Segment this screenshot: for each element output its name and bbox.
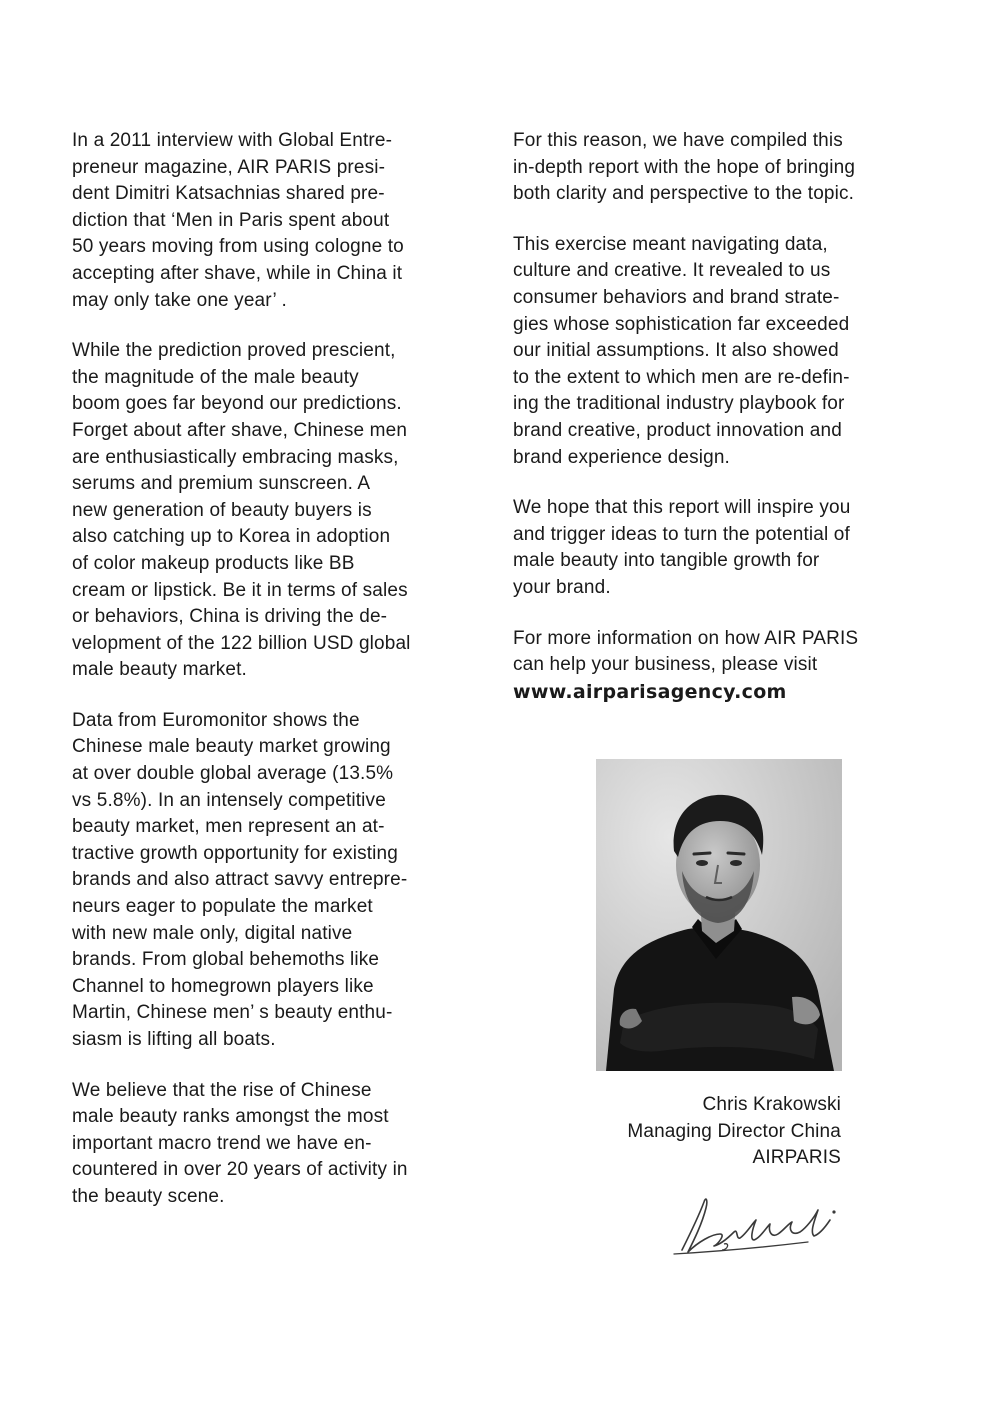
contact-text: For more information on how AIR PARIS can help your business, please visit	[513, 627, 859, 676]
intro-paragraph: In a 2011 interview with Global Entre- preneur magazine, AIR PARIS presi- dent Dimitri Katsachnias shared pre- diction that ‘Men in Paris spent about 50 years moving from using cologne to accepting after shave, while in China it may only take one year’ .	[72, 130, 404, 311]
portrait-photo	[596, 759, 842, 1071]
signoff-company: AIRPARIS	[752, 1147, 841, 1169]
handwritten-signature	[668, 1184, 846, 1260]
signoff-name: Chris Krakowski	[702, 1094, 841, 1115]
website-link[interactable]: www.airparisagency.com	[513, 680, 787, 703]
signoff-block	[560, 1092, 841, 1172]
belief-paragraph: We believe that the rise of Chinese male beauty ranks amongst the most important macro trend we have en- countered in over 20 years of activity in the beauty scene.	[72, 1079, 408, 1207]
left-column	[72, 128, 472, 1235]
right-column	[513, 128, 923, 705]
report-reason-paragraph: For this reason, we have compiled this in-depth report with the hope of bringing both clarity and perspective to the topic.	[513, 130, 856, 205]
market-data-paragraph: Data from Euromonitor shows the Chinese male beauty market growing at over double global average (13.5% vs 5.8%). In an intensely competitive beauty market, men represent an at- tractive growth opportunity for existing brands and also attract savvy entrepre- neurs eager to populate the market with new male only, digital native brands. From global behemoths like Channel to homegrown players like Martin, Chinese men’ s beauty enthu- siasm is lifting all boats.	[72, 709, 408, 1050]
contact-paragraph	[513, 626, 923, 706]
signoff-role: Managing Director China	[627, 1120, 841, 1142]
hope-paragraph: We hope that this report will inspire you and trigger ideas to turn the potential of male beauty into tangible growth for your brand.	[513, 497, 851, 598]
prediction-paragraph: While the prediction proved prescient, the magnitude of the male beauty boom goes far beyond our predictions. Forget about after shave, Chinese men are enthusiastically embracing masks, serums and premium sunscreen. A new generation of beauty buyers is also catching up to Korea in adoption of color makeup products like BB cream or lipstick. Be it in terms of sales or behaviors, China is driving the de- velopment of the 122 billion USD global male beauty market.	[72, 340, 411, 681]
exercise-paragraph: This exercise meant navigating data, culture and creative. It revealed to us consumer behaviors and brand strate- gies whose sophistication far exceeded our initial assumptions. It also showed to the extent to which men are re-defin- ing the traditional industry playbook for brand creative, product innovation and brand experience design.	[513, 233, 850, 468]
portrait-illustration	[596, 759, 842, 1071]
